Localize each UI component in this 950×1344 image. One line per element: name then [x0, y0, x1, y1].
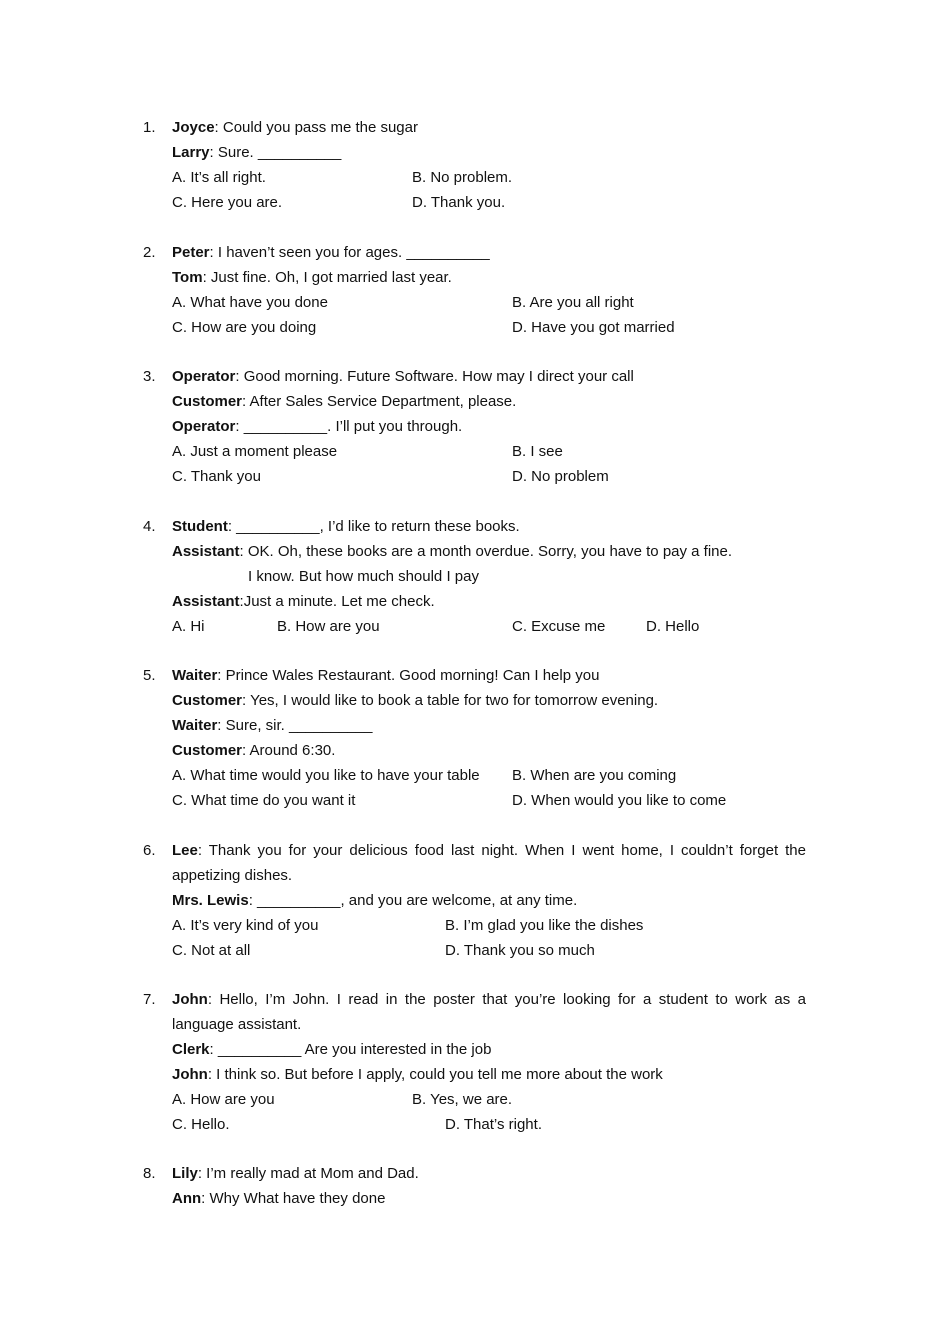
dialogue-text: : Sure. __________ — [209, 144, 342, 161]
option-d[interactable]: D. No problem — [512, 468, 609, 485]
option-c[interactable]: C. What time do you want it — [172, 792, 356, 809]
dialogue-line — [172, 367, 634, 387]
speaker-name: Larry — [172, 144, 210, 161]
dialogue-text: : Hello, I’m John. I read in the poster that you’re looking for a student to work as a — [207, 991, 806, 1008]
dialogue-line — [248, 567, 479, 587]
speaker-name: Assistant — [172, 543, 240, 560]
dialogue-line — [172, 392, 516, 412]
dialogue-line — [172, 891, 577, 911]
option-a[interactable]: A. How are you — [172, 1091, 275, 1108]
dialogue-text: : Around 6:30. — [242, 742, 336, 759]
dialogue-text: : Yes, I would like to book a table for two for tomorrow evening. — [242, 692, 659, 709]
dialogue-text: : I haven’t seen you for ages. __________ — [209, 244, 490, 261]
dialogue-line — [172, 1189, 385, 1209]
option-a[interactable]: A. Hi — [172, 618, 205, 635]
option-b[interactable]: B. Yes, we are. — [412, 1091, 513, 1108]
question-number: 6. — [143, 842, 156, 859]
dialogue-line — [172, 268, 452, 288]
dialogue-text: I know. But how much should I pay — [248, 568, 479, 585]
dialogue-text: : Just fine. Oh, I got married last year. — [202, 269, 452, 286]
option-b[interactable]: B. No problem. — [412, 169, 513, 186]
dialogue-line — [172, 990, 806, 1010]
question-number: 1. — [143, 119, 156, 136]
option-a[interactable]: A. What time would you like to have your table — [172, 767, 480, 784]
dialogue-text: : I think so. But before I apply, could you tell me more about the work — [207, 1066, 663, 1083]
dialogue-text: : OK. Oh, these books are a month overdue. Sorry, you have to pay a fine. — [239, 543, 733, 560]
option-a[interactable]: A. What have you done — [172, 294, 328, 311]
speaker-name: Customer — [172, 692, 243, 709]
dialogue-line — [172, 592, 435, 612]
option-b[interactable]: B. I see — [512, 443, 563, 460]
question-number: 8. — [143, 1165, 156, 1182]
dialogue-text: : Why What have they done — [201, 1190, 386, 1207]
speaker-name: Customer — [172, 393, 243, 410]
question-number: 7. — [143, 991, 156, 1008]
dialogue-text: : Could you pass me the sugar — [214, 119, 418, 136]
question-number: 4. — [143, 518, 156, 535]
dialogue-text: : Thank you for your delicious food last night. When I went home, I couldn’t forget the — [197, 842, 806, 859]
dialogue-text: : Good morning. Future Software. How may I direct your call — [235, 368, 634, 385]
dialogue-line — [172, 1164, 419, 1184]
option-b[interactable]: B. Are you all right — [512, 294, 634, 311]
dialogue-line — [172, 143, 341, 163]
dialogue-line — [172, 691, 658, 711]
dialogue-line — [172, 1040, 491, 1060]
option-d[interactable]: D. Have you got married — [512, 319, 675, 336]
dialogue-line — [172, 716, 372, 736]
option-a[interactable]: A. Just a moment please — [172, 443, 338, 460]
option-c[interactable]: C. Here you are. — [172, 194, 283, 211]
speaker-name: Mrs. Lewis — [172, 892, 249, 909]
dialogue-line — [172, 741, 335, 761]
option-b[interactable]: B. How are you — [277, 618, 380, 635]
option-b[interactable]: B. When are you coming — [512, 767, 677, 784]
dialogue-text: : After Sales Service Department, please. — [242, 393, 517, 410]
option-a[interactable]: A. It’s all right. — [172, 169, 266, 186]
option-c[interactable]: C. Not at all — [172, 942, 251, 959]
dialogue-line — [172, 1065, 663, 1085]
dialogue-line — [172, 866, 292, 886]
speaker-name: Assistant — [172, 593, 240, 610]
dialogue-text: : Prince Wales Restaurant. Good morning! Can I help you — [217, 667, 600, 684]
speaker-name: Waiter — [172, 667, 218, 684]
dialogue-text: : Sure, sir. __________ — [217, 717, 373, 734]
question-number: 5. — [143, 667, 156, 684]
speaker-name: Operator — [172, 368, 236, 385]
speaker-name: Student — [172, 518, 228, 535]
dialogue-line — [172, 542, 732, 562]
dialogue-line — [172, 243, 490, 263]
option-d[interactable]: D. Hello — [646, 618, 700, 635]
speaker-name: Lily — [172, 1165, 198, 1182]
dialogue-line — [172, 841, 806, 861]
speaker-name: Peter — [172, 244, 210, 261]
dialogue-text: : __________, I’d like to return these books. — [227, 518, 520, 535]
option-c[interactable]: C. How are you doing — [172, 319, 317, 336]
dialogue-text: language assistant. — [172, 1016, 302, 1033]
dialogue-line — [172, 1015, 301, 1035]
dialogue-text: :Just a minute. Let me check. — [239, 593, 435, 610]
speaker-name: Lee — [172, 842, 198, 859]
option-d[interactable]: D. Thank you. — [412, 194, 506, 211]
option-d[interactable]: D. Thank you so much — [445, 942, 595, 959]
dialogue-text: : __________ Are you interested in the job — [209, 1041, 492, 1058]
question-number: 3. — [143, 368, 156, 385]
option-b[interactable]: B. I’m glad you like the dishes — [445, 917, 644, 934]
speaker-name: Waiter — [172, 717, 218, 734]
dialogue-line — [172, 666, 599, 686]
dialogue-line — [172, 517, 520, 537]
speaker-name: Operator — [172, 418, 236, 435]
speaker-name: Joyce — [172, 119, 215, 136]
speaker-name: John — [172, 1066, 208, 1083]
option-c[interactable]: C. Thank you — [172, 468, 261, 485]
option-c[interactable]: C. Hello. — [172, 1116, 230, 1133]
dialogue-line — [172, 417, 462, 437]
dialogue-line — [172, 118, 418, 138]
option-d[interactable]: D. When would you like to come — [512, 792, 727, 809]
option-a[interactable]: A. It’s very kind of you — [172, 917, 319, 934]
dialogue-text: appetizing dishes. — [172, 867, 293, 884]
dialogue-text: : __________. I’ll put you through. — [235, 418, 463, 435]
question-number: 2. — [143, 244, 156, 261]
speaker-name: Tom — [172, 269, 203, 286]
dialogue-text: : __________, and you are welcome, at any time. — [248, 892, 578, 909]
dialogue-text: : I’m really mad at Mom and Dad. — [197, 1165, 419, 1182]
speaker-name: Customer — [172, 742, 243, 759]
option-c[interactable]: C. Excuse me — [512, 618, 606, 635]
speaker-name: Ann — [172, 1190, 202, 1207]
option-d[interactable]: D. That’s right. — [445, 1116, 542, 1133]
speaker-name: Clerk — [172, 1041, 210, 1058]
speaker-name: John — [172, 991, 208, 1008]
